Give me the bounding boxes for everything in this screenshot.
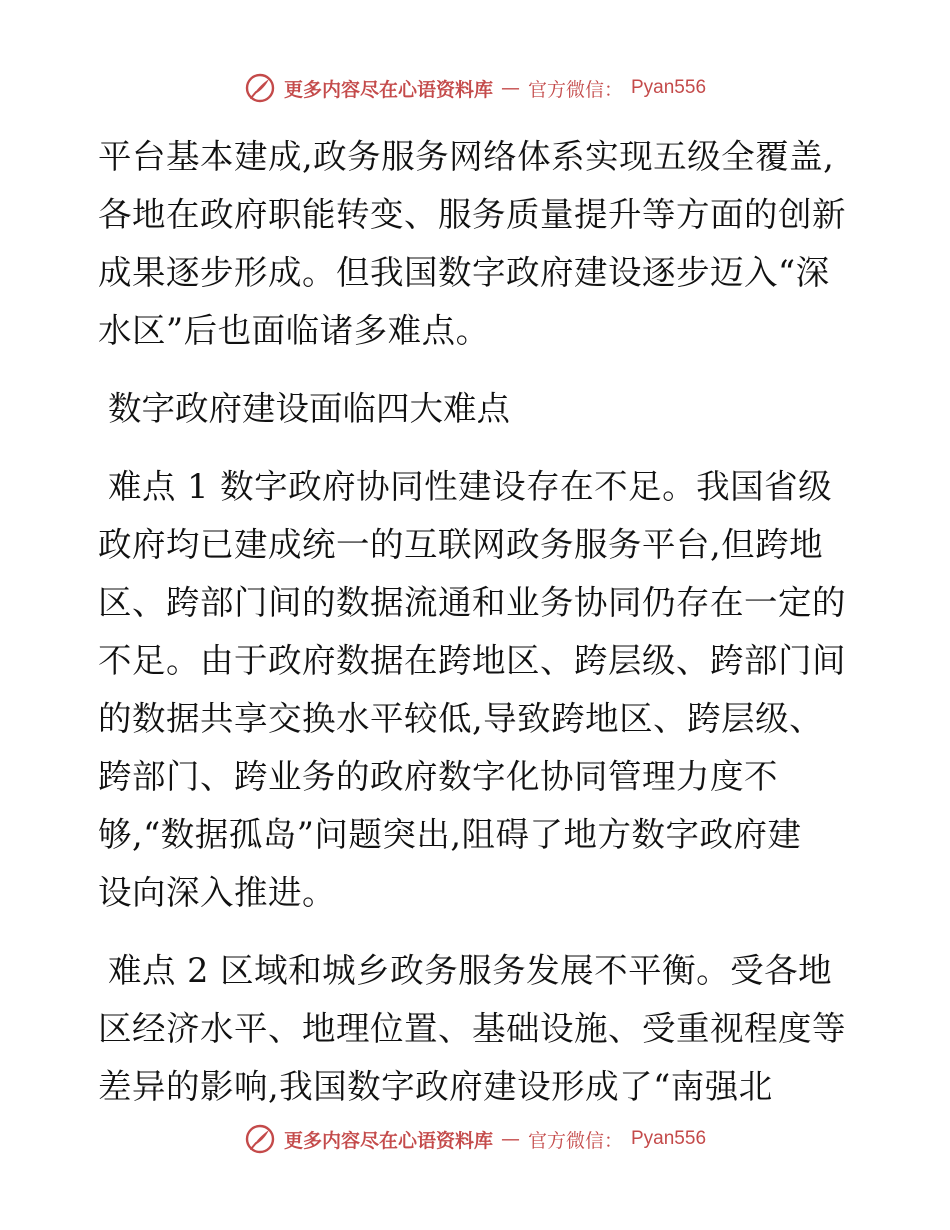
watermark-label: 官方微信： <box>527 1129 623 1152</box>
document-body <box>98 128 850 1136</box>
text-line: 区经济水平、地理位置、基础设施、受重视程度等 <box>98 1009 846 1048</box>
watermark-separator: — <box>500 1128 520 1150</box>
text-line: 各地在政府职能转变、服务质量提升等方面的创新 <box>98 195 846 234</box>
text-line: 差异的影响,我国数字政府建设形成了“南强北 <box>98 1067 773 1106</box>
difficulty-2-paragraph <box>98 942 850 1116</box>
text-line: 难点 1 数字政府协同性建设存在不足。我国省级 <box>108 467 833 506</box>
difficulty-1-paragraph <box>98 458 850 922</box>
header-watermark <box>0 72 950 104</box>
text-line: 平台基本建成,政务服务网络体系实现五级全覆盖, <box>98 137 835 176</box>
watermark-brand: 更多内容尽在心语资料库 <box>283 78 493 101</box>
text-line: 成果逐步形成。但我国数字政府建设逐步迈入“深 <box>98 253 830 292</box>
watermark-wechat-id: Pyan556 <box>631 1128 707 1149</box>
text-line: 够,“数据孤岛”问题突出,阻碍了地方数字政府建 <box>98 815 802 854</box>
text-line: 区、跨部门间的数据流通和业务协同仍存在一定的 <box>98 583 846 622</box>
watermark-separator: — <box>500 77 520 99</box>
section-heading: 数字政府建设面临四大难点 <box>108 389 510 428</box>
intro-paragraph <box>98 128 850 360</box>
text-line: 跨部门、跨业务的政府数字化协同管理力度不 <box>98 757 778 796</box>
watermark-wechat-id: Pyan556 <box>631 77 707 98</box>
text-line: 政府均已建成统一的互联网政务服务平台,但跨地 <box>98 525 824 564</box>
text-line: 不足。由于政府数据在跨地区、跨层级、跨部门间 <box>98 641 846 680</box>
watermark-label: 官方微信： <box>527 78 623 101</box>
footer-watermark <box>0 1123 950 1155</box>
text-line: 难点 2 区域和城乡政务服务发展不平衡。受各地 <box>108 951 833 990</box>
feather-quill-icon <box>244 72 276 104</box>
text-line: 水区”后也面临诸多难点。 <box>98 311 490 350</box>
feather-quill-icon <box>244 1123 276 1155</box>
text-line: 的数据共享交换水平较低,导致跨地区、跨层级、 <box>98 699 824 738</box>
text-line: 设向深入推进。 <box>98 873 336 912</box>
watermark-brand: 更多内容尽在心语资料库 <box>283 1129 493 1152</box>
